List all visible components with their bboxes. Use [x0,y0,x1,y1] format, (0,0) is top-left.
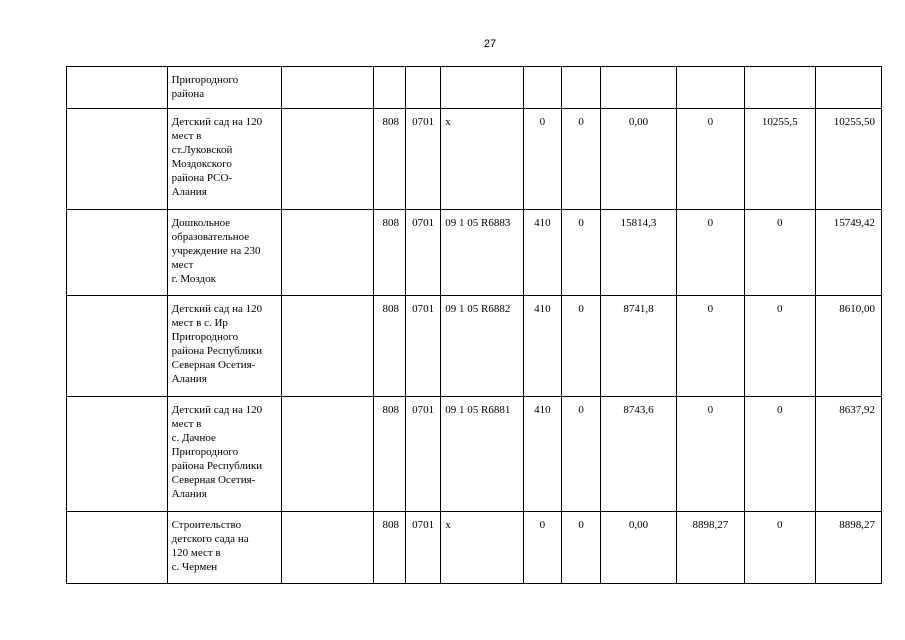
row-number-cell [67,512,168,584]
target-article-text: 09 1 05 R6881 [445,404,511,416]
grbs-code-cell [373,397,405,512]
amount-3-text: 8898,27 [692,519,729,531]
section-code-text: 0701 [412,404,435,416]
grbs-code-text: 808 [382,116,400,128]
amount-4-text: 10255,5 [761,116,798,128]
table-row [67,210,882,296]
object-name-cell [167,296,282,397]
section-code-cell [406,296,441,397]
target-article-cell [441,210,524,296]
expense-type-cell [523,109,561,210]
amount-3-text: 0 [707,303,714,315]
page-number: 27 [483,38,497,50]
amount-3-cell [676,512,744,584]
amount-3-cell [676,67,744,109]
section-code-cell [406,512,441,584]
blank-cell [282,210,374,296]
amount-1-text: 0 [578,217,584,229]
budget-table [66,66,882,584]
expense-type-text: 410 [534,217,551,229]
amount-3-text: 0 [707,404,714,416]
total-amount-text: 10255,50 [833,116,875,128]
amount-2-cell [601,210,676,296]
table-row [67,512,882,584]
target-article-text: 09 1 05 R6882 [445,303,511,315]
object-name-text: Пригородного района [171,74,239,100]
row-number-cell [67,109,168,210]
total-amount-cell [815,397,882,512]
section-code-text: 0701 [412,217,435,229]
row-number-cell [67,397,168,512]
amount-4-text: 0 [777,519,783,531]
total-amount-text: 8610,00 [839,303,875,315]
object-name-text: Детский сад на 120 мест в с. Ир Пригородного района Республики Северная Осетия- Алания [171,303,263,385]
grbs-code-text: 808 [382,404,400,416]
amount-1-text: 0 [578,116,584,128]
amount-1-cell [561,109,600,210]
amount-1-text: 0 [578,404,584,416]
table-body [67,67,882,584]
target-article-cell [441,512,524,584]
amount-1-cell [561,67,600,109]
section-code-cell [406,67,441,109]
section-code-cell [406,397,441,512]
blank-cell [282,109,374,210]
expense-type-text: 0 [539,116,546,128]
row-number-cell [67,67,168,109]
target-article-cell [441,296,524,397]
total-amount-text: 8898,27 [839,519,875,531]
total-amount-text: 8637,92 [839,404,875,416]
amount-2-cell [601,67,676,109]
object-name-cell [167,109,282,210]
table-row [67,109,882,210]
amount-2-text: 0,00 [628,519,649,531]
amount-4-cell [745,296,815,397]
amount-2-text: 15814,3 [620,217,657,229]
section-code-text: 0701 [412,116,435,128]
object-name-text: Дошкольное образовательное учреждение на 230 мест г. Моздок [171,217,261,285]
grbs-code-cell [373,210,405,296]
amount-3-cell [676,210,744,296]
target-article-text: 09 1 05 R6883 [445,217,511,229]
object-name-cell [167,512,282,584]
amount-4-cell [745,67,815,109]
amount-1-cell [561,397,600,512]
amount-3-text: 0 [707,116,714,128]
amount-4-cell [745,397,815,512]
amount-4-cell [745,210,815,296]
amount-4-text: 0 [777,404,783,416]
section-code-cell [406,210,441,296]
target-article-cell [441,67,524,109]
amount-4-text: 0 [777,303,783,315]
table-row [67,296,882,397]
blank-cell [282,67,374,109]
blank-cell [282,512,374,584]
amount-2-text: 8743,6 [623,404,654,416]
total-amount-cell [815,67,882,109]
blank-cell [282,397,374,512]
row-number-cell [67,210,168,296]
expense-type-cell [523,67,561,109]
amount-1-cell [561,296,600,397]
object-name-text: Строительство детского сада на 120 мест в с. Чермен [171,519,249,573]
amount-4-text: 0 [777,217,783,229]
expense-type-cell [523,210,561,296]
amount-1-text: 0 [578,303,584,315]
grbs-code-text: 808 [382,519,400,531]
amount-2-text: 0,00 [628,116,649,128]
amount-2-text: 8741,8 [623,303,654,315]
section-code-text: 0701 [412,303,435,315]
amount-2-cell [601,296,676,397]
amount-3-cell [676,296,744,397]
object-name-cell [167,397,282,512]
object-name-cell [167,67,282,109]
row-number-cell [67,296,168,397]
grbs-code-cell [373,512,405,584]
target-article-text: х [445,519,451,531]
object-name-text: Детский сад на 120 мест в с. Дачное Пригородного района Республики Северная Осетия- Алания [171,404,263,500]
total-amount-cell [815,109,882,210]
amount-4-cell [745,109,815,210]
section-code-text: 0701 [412,519,435,531]
expense-type-text: 0 [539,519,546,531]
grbs-code-text: 808 [382,217,400,229]
grbs-code-cell [373,67,405,109]
total-amount-text: 15749,42 [833,217,875,229]
expense-type-cell [523,296,561,397]
amount-2-cell [601,512,676,584]
grbs-code-text: 808 [382,303,400,315]
amount-3-text: 0 [707,217,714,229]
blank-cell [282,296,374,397]
total-amount-cell [815,296,882,397]
expense-type-cell [523,397,561,512]
target-article-cell [441,397,524,512]
total-amount-cell [815,210,882,296]
amount-3-cell [676,397,744,512]
amount-1-cell [561,210,600,296]
amount-2-cell [601,109,676,210]
object-name-cell [167,210,282,296]
expense-type-text: 410 [534,303,551,315]
expense-type-text: 410 [534,404,551,416]
expense-type-cell [523,512,561,584]
amount-3-cell [676,109,744,210]
grbs-code-cell [373,109,405,210]
amount-1-text: 0 [578,519,584,531]
amount-1-cell [561,512,600,584]
total-amount-cell [815,512,882,584]
table-row [67,67,882,109]
amount-4-cell [745,512,815,584]
grbs-code-cell [373,296,405,397]
target-article-text: х [445,116,451,128]
target-article-cell [441,109,524,210]
table-row [67,397,882,512]
object-name-text: Детский сад на 120 мест в ст.Луковской Моздокского района РСО- Алания [171,116,263,198]
amount-2-cell [601,397,676,512]
section-code-cell [406,109,441,210]
